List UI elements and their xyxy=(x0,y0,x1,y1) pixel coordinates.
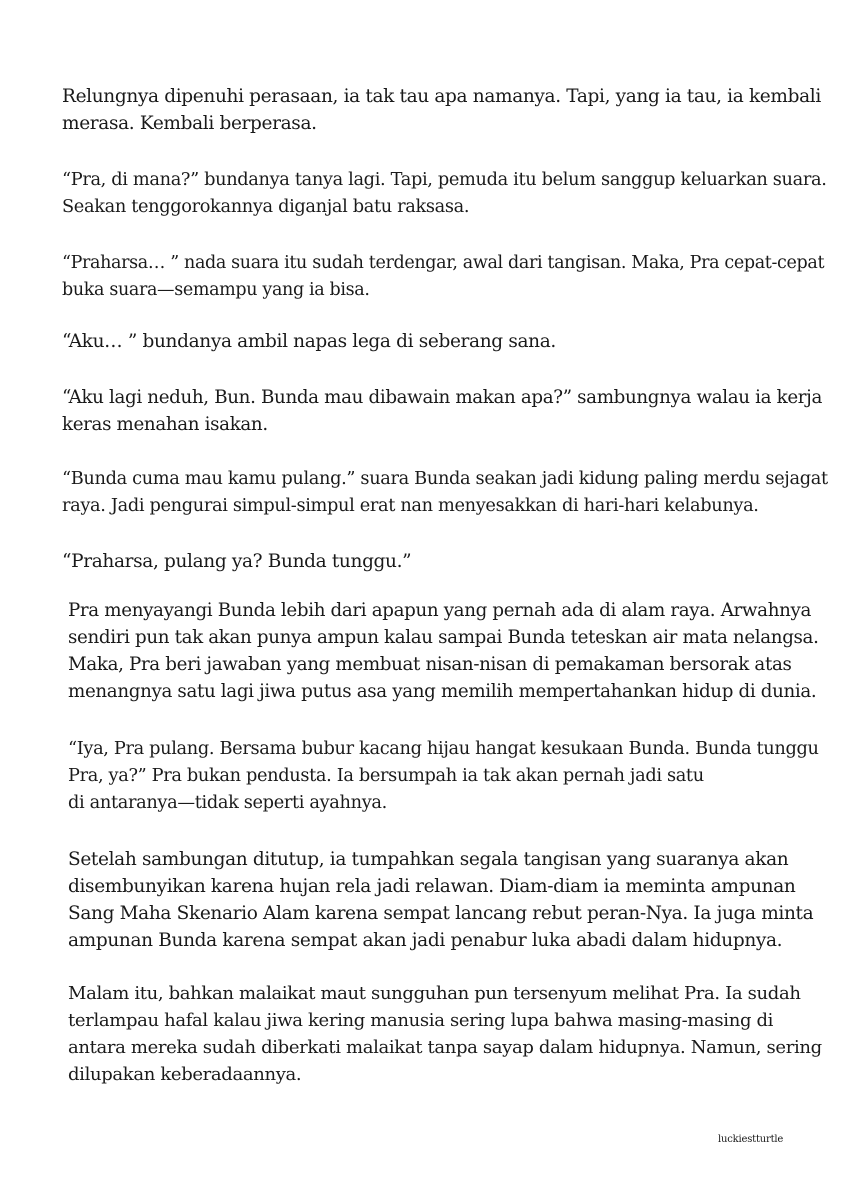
paragraph-4 xyxy=(62,328,556,355)
paragraph-7 xyxy=(62,548,411,575)
paragraph-9 xyxy=(68,736,819,817)
paragraph-line: menangnya satu lagi jiwa putus asa yang memilih mempertahankan hidup di dunia. xyxy=(68,681,817,702)
paragraph-5 xyxy=(62,384,822,438)
paragraph-line: Malam itu, bahkan malaikat maut sungguhan pun tersenyum melihat Pra. Ia sudah xyxy=(68,983,801,1004)
paragraph-line: antara mereka sudah diberkati malaikat tanpa sayap dalam hidupnya. Namun, sering xyxy=(68,1037,822,1058)
paragraph-line: “Pra, di mana?” bundanya tanya lagi. Tapi, pemuda itu belum sanggup keluarkan suara. xyxy=(62,170,827,190)
paragraph-line: di antaranya—tidak seperti ayahnya. xyxy=(68,793,387,813)
paragraph-line: Pra, ya?” Pra bukan pendusta. Ia bersumpah ia tak akan pernah jadi satu xyxy=(68,766,704,786)
paragraph-line: raya. Jadi pengurai simpul-simpul erat nan menyesakkan di hari-hari kelabunya. xyxy=(62,496,759,516)
paragraph-11 xyxy=(68,980,822,1088)
paragraph-6 xyxy=(62,466,828,520)
paragraph-2 xyxy=(62,167,827,221)
paragraph-line: merasa. Kembali berperasa. xyxy=(62,113,317,134)
paragraph-line: “Praharsa, pulang ya? Bunda tunggu.” xyxy=(62,551,412,572)
paragraph-line: keras menahan isakan. xyxy=(62,414,268,435)
paragraph-line: “Praharsa… ” nada suara itu sudah terdengar, awal dari tangisan. Maka, Pra cepat-cepat xyxy=(62,253,825,273)
paragraph-line: Sang Maha Skenario Alam karena sempat lancang rebut peran-Nya. Ia juga minta xyxy=(68,903,814,924)
paragraph-line: ampunan Bunda karena sempat akan jadi penabur luka abadi dalam hidupnya. xyxy=(68,930,783,951)
paragraph-line: “Aku… ” bundanya ambil napas lega di seberang sana. xyxy=(62,331,556,352)
paragraph-line: Pra menyayangi Bunda lebih dari apapun yang pernah ada di alam raya. Arwahnya xyxy=(68,600,811,621)
paragraph-line: dilupakan keberadaannya. xyxy=(68,1064,302,1085)
paragraph-line: “Aku lagi neduh, Bun. Bunda mau dibawain makan apa?” sambungnya walau ia kerja xyxy=(62,387,822,408)
paragraph-line: Maka, Pra beri jawaban yang membuat nisan-nisan di pemakaman bersorak atas xyxy=(68,654,792,675)
paragraph-10 xyxy=(68,846,813,954)
paragraph-line: Relungnya dipenuhi perasaan, ia tak tau apa namanya. Tapi, yang ia tau, ia kembali xyxy=(62,86,821,107)
paragraph-8 xyxy=(68,597,819,705)
paragraph-line: Seakan tenggorokannya diganjal batu raksasa. xyxy=(62,197,470,217)
paragraph-line: disembunyikan karena hujan rela jadi relawan. Diam-diam ia meminta ampunan xyxy=(68,876,796,897)
paragraph-line: terlampau hafal kalau jiwa kering manusia sering lupa bahwa masing-masing di xyxy=(68,1010,774,1031)
paragraph-line: buka suara—semampu yang ia bisa. xyxy=(62,280,370,300)
author-watermark: luckiestturtle xyxy=(718,1134,784,1145)
paragraph-1 xyxy=(62,83,821,137)
paragraph-line: “Bunda cuma mau kamu pulang.” suara Bunda seakan jadi kidung paling merdu sejagat xyxy=(62,469,828,489)
paragraph-line: sendiri pun tak akan punya ampun kalau sampai Bunda teteskan air mata nelangsa. xyxy=(68,627,819,648)
paragraph-line: “Iya, Pra pulang. Bersama bubur kacang hijau hangat kesukaan Bunda. Bunda tunggu xyxy=(68,739,819,759)
paragraph-3 xyxy=(62,250,824,304)
paragraph-line: Setelah sambungan ditutup, ia tumpahkan segala tangisan yang suaranya akan xyxy=(68,849,789,870)
